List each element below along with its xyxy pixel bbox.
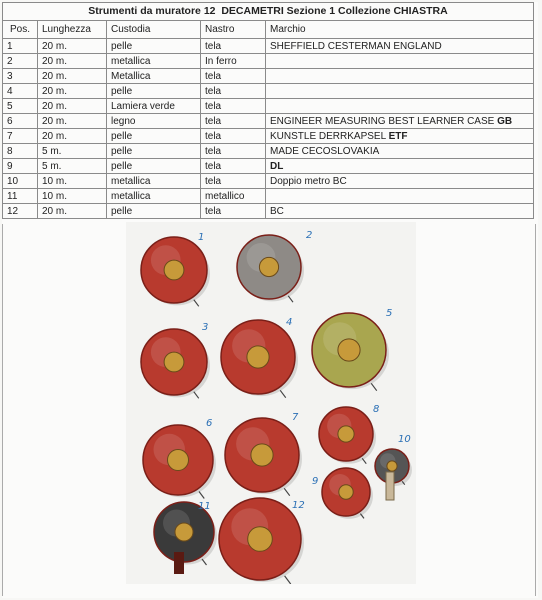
cell-length: 20 m. bbox=[38, 39, 107, 54]
cell-pos: 1 bbox=[3, 39, 38, 54]
cell-length: 20 m. bbox=[38, 54, 107, 69]
tape-5-number: 5 bbox=[386, 308, 393, 319]
cell-brand bbox=[266, 39, 534, 54]
tape-10-handle bbox=[386, 472, 394, 500]
tape-11-hub bbox=[175, 523, 193, 541]
cell-pos: 3 bbox=[3, 69, 38, 84]
cell-brand bbox=[266, 84, 534, 99]
cell-length: 10 m. bbox=[38, 189, 107, 204]
cell-brand bbox=[266, 54, 534, 69]
tape-9-number: 9 bbox=[312, 476, 319, 487]
tape-6-hook bbox=[199, 492, 204, 499]
cell-brand bbox=[266, 114, 534, 129]
header-case: Custodia bbox=[107, 21, 201, 39]
cell-brand bbox=[266, 204, 534, 219]
cell-length: 20 m. bbox=[38, 114, 107, 129]
tape-3-number: 3 bbox=[202, 322, 209, 333]
cell-case: Lamiera verde bbox=[107, 99, 201, 114]
brand-code: ETF bbox=[388, 130, 408, 142]
table-row bbox=[3, 69, 534, 84]
cell-tape: tela bbox=[201, 204, 266, 219]
cell-tape: In ferro bbox=[201, 54, 266, 69]
tape-12-hook bbox=[285, 576, 291, 584]
tape-6-hub bbox=[168, 450, 189, 471]
tape-1-hook bbox=[194, 300, 199, 307]
cell-case: pelle bbox=[107, 204, 201, 219]
brand-text: MADE CECOSLOVAKIA bbox=[270, 145, 380, 157]
cell-length: 5 m. bbox=[38, 159, 107, 174]
tape-3-hook bbox=[194, 392, 199, 399]
tape-11-hook bbox=[202, 559, 207, 565]
cell-pos: 5 bbox=[3, 99, 38, 114]
collection-photo bbox=[126, 222, 416, 584]
brand-text: SHEFFIELD CESTERMAN ENGLAND bbox=[270, 40, 442, 52]
table-row bbox=[3, 174, 534, 189]
table-row bbox=[3, 144, 534, 159]
cell-brand bbox=[266, 129, 534, 144]
table-row bbox=[3, 54, 534, 69]
cell-tape: tela bbox=[201, 69, 266, 84]
cell-case: pelle bbox=[107, 144, 201, 159]
cell-pos: 10 bbox=[3, 174, 38, 189]
cell-tape: tela bbox=[201, 144, 266, 159]
cell-brand bbox=[266, 99, 534, 114]
tape-2-hook bbox=[288, 296, 293, 302]
cell-pos: 4 bbox=[3, 84, 38, 99]
cell-pos: 8 bbox=[3, 144, 38, 159]
brand-text: KUNSTLE DERRKAPSEL bbox=[270, 130, 389, 142]
cell-pos: 11 bbox=[3, 189, 38, 204]
cell-case: metallica bbox=[107, 174, 201, 189]
tape-2-hub bbox=[259, 257, 278, 276]
header-brand: Marchio bbox=[266, 21, 534, 39]
cell-brand bbox=[266, 159, 534, 174]
cell-case: legno bbox=[107, 114, 201, 129]
cell-length: 20 m. bbox=[38, 129, 107, 144]
brand-code: GB bbox=[497, 115, 513, 127]
tape-1-number: 1 bbox=[198, 232, 205, 243]
tape-6-number: 6 bbox=[206, 418, 213, 429]
cell-tape: tela bbox=[201, 174, 266, 189]
cell-brand bbox=[266, 174, 534, 189]
cell-brand bbox=[266, 189, 534, 204]
cell-pos: 9 bbox=[3, 159, 38, 174]
inventory-table bbox=[2, 2, 534, 219]
table-row bbox=[3, 189, 534, 204]
tape-8-number: 8 bbox=[373, 404, 380, 415]
tape-8-hub bbox=[338, 426, 354, 442]
table-row bbox=[3, 129, 534, 144]
brand-code: DL bbox=[270, 160, 284, 172]
cell-length: 20 m. bbox=[38, 204, 107, 219]
tape-11-number: 11 bbox=[198, 501, 211, 512]
cell-tape: metallico bbox=[201, 189, 266, 204]
cell-tape: tela bbox=[201, 84, 266, 99]
cell-case: metallica bbox=[107, 54, 201, 69]
table-row bbox=[3, 99, 534, 114]
tape-4-number: 4 bbox=[286, 317, 293, 328]
cell-pos: 7 bbox=[3, 129, 38, 144]
brand-text: Doppio metro BC bbox=[270, 175, 347, 187]
cell-case: pelle bbox=[107, 159, 201, 174]
title-rest: DECAMETRI Sezione 1 Collezione CHIASTRA bbox=[221, 5, 448, 17]
tape-measures-illustration bbox=[126, 222, 416, 584]
cell-length: 10 m. bbox=[38, 174, 107, 189]
header-pos: Pos. bbox=[3, 21, 38, 39]
cell-pos: 12 bbox=[3, 204, 38, 219]
tape-3-hub bbox=[164, 352, 184, 372]
tape-10-number: 10 bbox=[398, 434, 411, 445]
tape-1-hub bbox=[164, 260, 184, 280]
tape-7-number: 7 bbox=[292, 412, 299, 423]
cell-case: Metallica bbox=[107, 69, 201, 84]
header-tape: Nastro bbox=[201, 21, 266, 39]
tape-10-hub bbox=[387, 461, 397, 471]
brand-text: ENGINEER MEASURING BEST LEARNER CASE bbox=[270, 115, 498, 127]
cell-tape: tela bbox=[201, 129, 266, 144]
cell-case: pelle bbox=[107, 129, 201, 144]
tape-7-hub bbox=[251, 444, 273, 466]
cell-length: 5 m. bbox=[38, 144, 107, 159]
table-row bbox=[3, 204, 534, 219]
tape-12-hub bbox=[248, 527, 273, 552]
tape-4-hub bbox=[247, 346, 269, 368]
cell-tape: tela bbox=[201, 39, 266, 54]
table-row bbox=[3, 39, 534, 54]
tape-9-hub bbox=[339, 485, 353, 499]
tape-12-number: 12 bbox=[292, 500, 305, 511]
cell-case: pelle bbox=[107, 39, 201, 54]
title-prefix: Strumenti da muratore 12 bbox=[88, 5, 216, 17]
tape-7-hook bbox=[284, 488, 290, 495]
header-row bbox=[3, 21, 534, 39]
table-title bbox=[3, 3, 534, 21]
header-length: Lunghezza bbox=[38, 21, 107, 39]
table-row bbox=[3, 84, 534, 99]
cell-tape: tela bbox=[201, 159, 266, 174]
cell-length: 20 m. bbox=[38, 69, 107, 84]
tape-4-hook bbox=[280, 390, 286, 397]
cell-case: pelle bbox=[107, 84, 201, 99]
cell-pos: 6 bbox=[3, 114, 38, 129]
cell-tape: tela bbox=[201, 114, 266, 129]
table-row bbox=[3, 159, 534, 174]
tape-5-hook bbox=[371, 383, 377, 390]
table-row bbox=[3, 114, 534, 129]
brand-text: BC bbox=[270, 205, 284, 217]
tape-11-crank bbox=[174, 552, 184, 574]
cell-length: 20 m. bbox=[38, 84, 107, 99]
cell-tape: tela bbox=[201, 99, 266, 114]
tape-5-hub bbox=[338, 339, 360, 361]
cell-case: metallica bbox=[107, 189, 201, 204]
cell-pos: 2 bbox=[3, 54, 38, 69]
cell-length: 20 m. bbox=[38, 99, 107, 114]
cell-brand bbox=[266, 144, 534, 159]
cell-brand bbox=[266, 69, 534, 84]
tape-2-number: 2 bbox=[306, 230, 313, 241]
table-body bbox=[3, 39, 534, 219]
